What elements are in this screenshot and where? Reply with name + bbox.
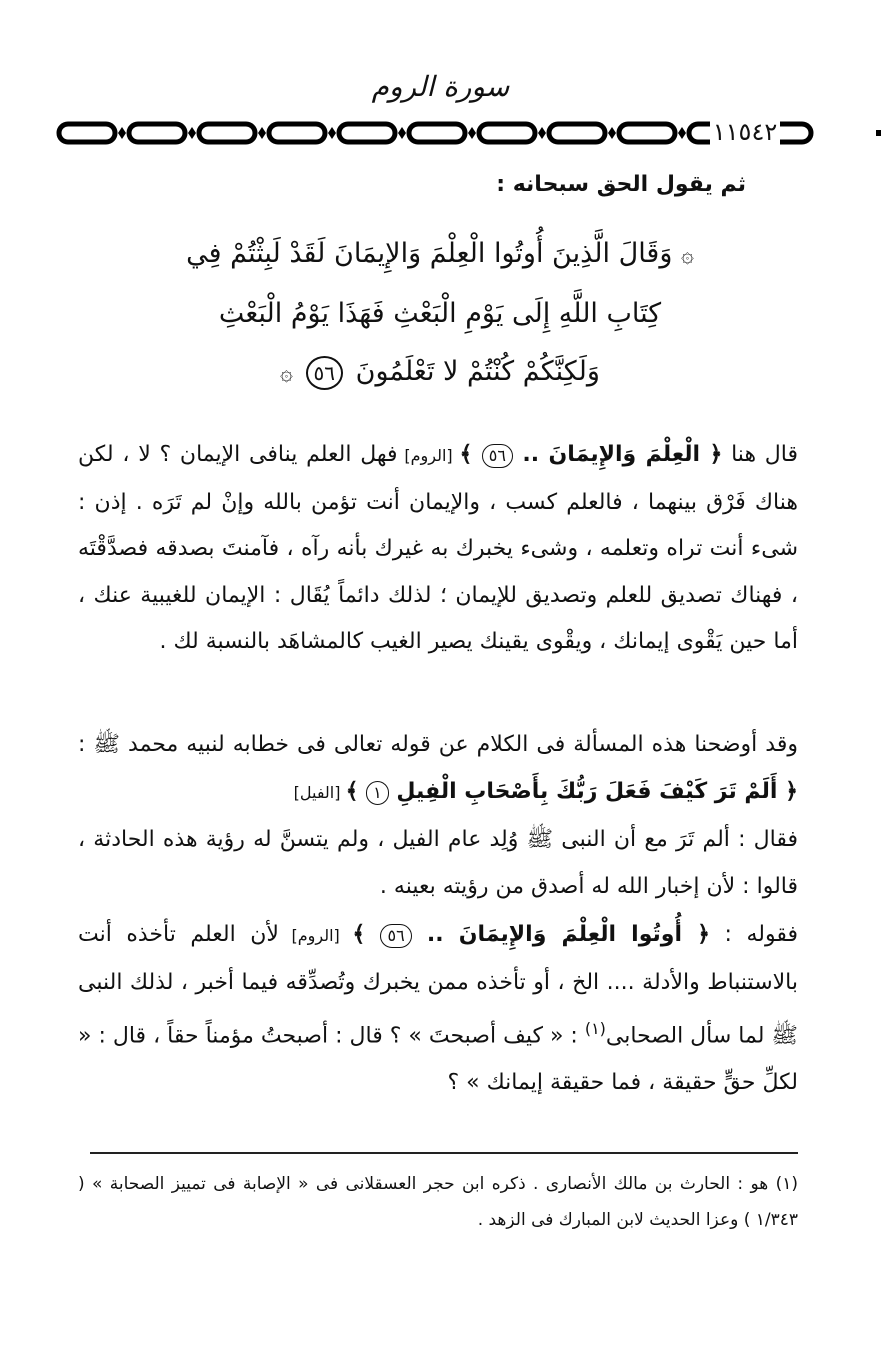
paragraph-3 (78, 817, 798, 910)
p2-lead: وقد أوضحنا هذه المسألة فى الكلام عن قوله تعالى فى خطابه لنبيه محمد ﷺ : (78, 732, 798, 757)
p1-quote-end: ﴾ (459, 442, 482, 467)
paragraph-1 (78, 432, 798, 666)
p4-ayah-number: ٥٦ (380, 924, 411, 948)
p4-text: لأن العلم تأخذه أنت بالاستنباط والأدلة .... الخ ، أو تأخذه ممن يخبرك وتُصدِّقه فيما أخبر ، لذلك النبى ﷺ لما سأل الصحابى (78, 922, 798, 1049)
paragraph-4 (78, 912, 798, 1106)
footnote-1: (١) هو : الحارث بن مالك الأنصارى . ذكره ابن حجر العسقلانى فى « الإصابة فى تمييز الصحابة » ( ١/٣٤٣ ) وعزا الحديث لابن المبارك فى الزهد . (78, 1174, 798, 1230)
p4-quote-end: ﴾ (352, 922, 381, 947)
footnote-divider (90, 1152, 798, 1154)
header-ornament-border (55, 118, 815, 148)
p2-citation: [الفيل] (293, 782, 346, 802)
intro-line: ثم يقول الحق سبحانه : (496, 172, 746, 197)
p3-text: فقال : ألم تَرَ مع أن النبى ﷺ وُلِد عام الفيل ، ولم يتسنَّ له رؤية هذه الحادثة ، قالوا : لأن إخبار الله له أصدق من رؤيته بعينه . (78, 827, 798, 899)
page-edge-mark (876, 130, 881, 136)
verse-open-ornament: ۞ (680, 243, 694, 268)
p1-ayah-number: ٥٦ (482, 444, 513, 468)
quran-verse-block (140, 225, 740, 403)
p4-lead: فقوله : (710, 922, 798, 947)
surah-title: سورة الروم (371, 70, 510, 103)
p4-quote: ﴿ أُوتُوا الْعِلْمَ وَالإِيمَانَ .. (411, 922, 711, 947)
p4-citation: [الروم] (278, 926, 353, 945)
footnote-reference[interactable]: (١) (584, 1019, 606, 1038)
p2-ayah-number: ١ (366, 781, 389, 805)
paragraph-2 (78, 722, 798, 816)
p4-text-end: : « كيف أصبحتَ » ؟ قال : أصبحتُ مؤمناً حقاً ، قال : « لكلِّ حقٍّ حقيقة ، فما حقيقة إيمانك » ؟ (78, 1023, 798, 1095)
p1-text: فهل العلم ينافى الإيمان ؟ لا ، لكن هناك فَرْق بينهما ، فالعلم كسب ، والإيمان أنت تؤمن بالله وإنْ لم تَرَه . إذن : شىء أنت تراه وتعلمه ، وشىء يخبرك به غيرك بأنه رآه ، فآمنتَ بصدقه فصدَّقْتَه ، فهناك تصديق للعلم وتصديق للإيمان ؛ لذلك دائماً يُقَال : الإيمان للغيبية عنك ، أما حين يَقْوى إيمانك ، ويقْوى يقينك يصير الغيب كالمشاهَد بالنسبة لك . (78, 442, 798, 654)
verse-close-ornament: ۞ (280, 361, 293, 386)
p2-quote-end: ﴾ (345, 778, 367, 804)
verse-line-3-text: وَلَكِنَّكُمْ كُنْتُمْ لا تَعْلَمُونَ (355, 356, 600, 387)
page-number: ١١٥٤٢ (710, 117, 780, 147)
verse-line-3 (140, 343, 740, 403)
ayah-number-marker: ٥٦ (306, 356, 343, 390)
p2-quote: ﴿ أَلَمْ تَرَ كَيْفَ فَعَلَ رَبُّكَ بِأَصْحَابِ الْفِيلِ (388, 778, 798, 804)
verse-line-2: كِتَابِ اللَّهِ إِلَى يَوْمِ الْبَعْثِ فَهَذَا يَوْمُ الْبَعْثِ (218, 298, 662, 329)
verse-line-1 (140, 225, 740, 285)
p1-citation: [الروم] (397, 446, 460, 465)
verse-line-1-text: وَقَالَ الَّذِينَ أُوتُوا الْعِلْمَ وَالإِيمَانَ لَقَدْ لَبِثْتُمْ فِي (186, 238, 673, 269)
p1-lead: قال هنا (722, 442, 799, 467)
p1-quote: ﴿ الْعِلْمَ وَالإِيمَانَ .. (512, 442, 723, 467)
